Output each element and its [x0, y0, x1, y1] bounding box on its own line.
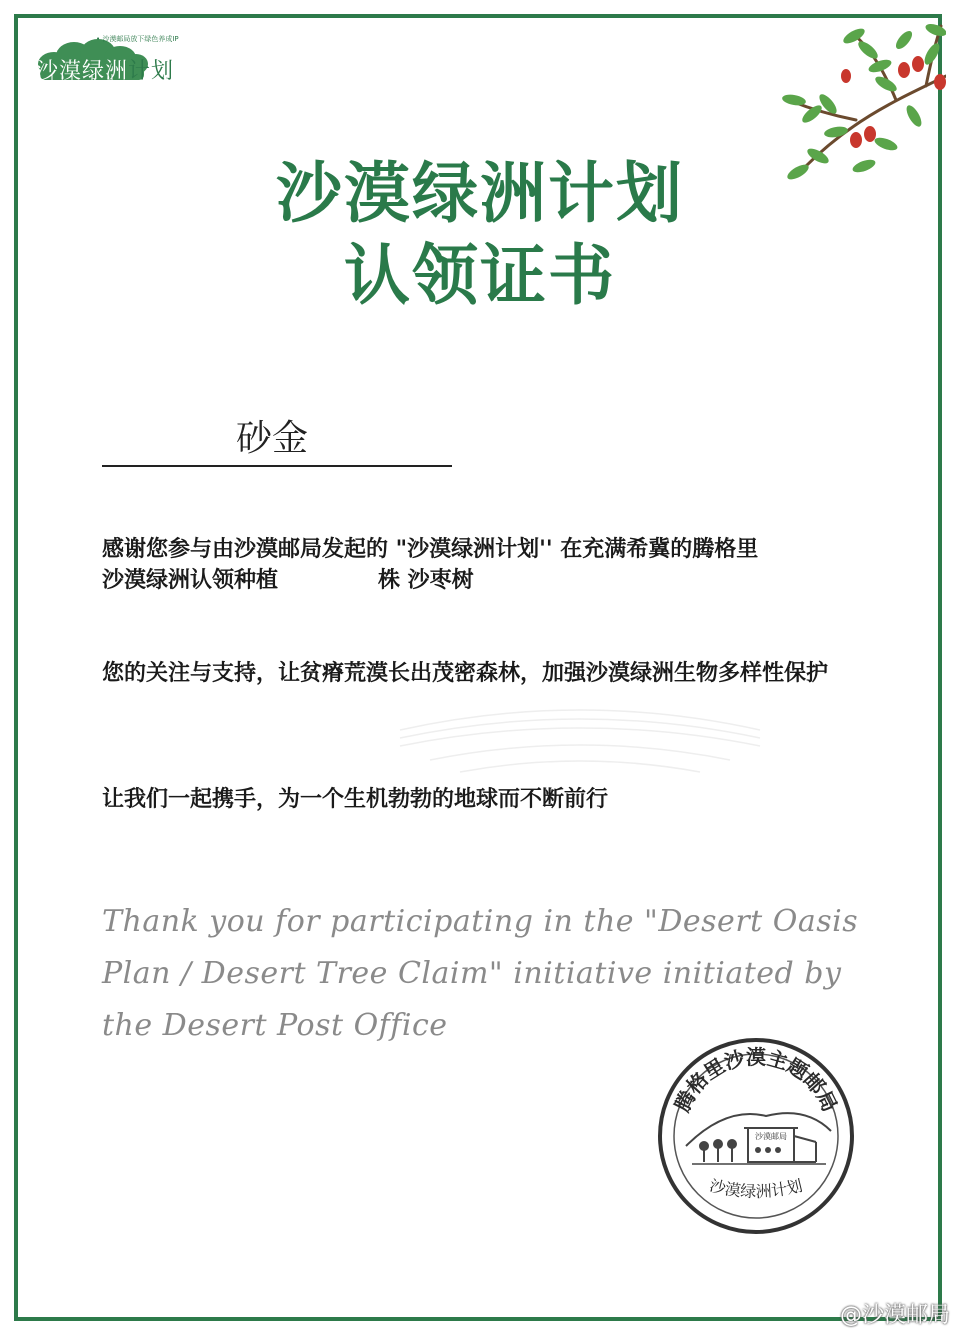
- paragraph-support: 您的关注与支持，让贫瘠荒漠长出茂密森林，加强沙漠绿洲生物多样性保护: [102, 661, 829, 686]
- logo-tagline: • 沙漠邮局放下绿色养成IP: [96, 35, 179, 43]
- english-thanks: Thank you for participating in the "Desert Oasis Plan / Desert Tree Claim" initiative initiated by the Desert Post Office: [102, 904, 859, 1043]
- paragraph-thanks: [102, 534, 892, 596]
- name-underline: [102, 465, 452, 467]
- certificate-title-line1: 沙漠绿洲计划: [276, 154, 684, 232]
- post-office-stamp: [656, 1036, 856, 1236]
- weibo-watermark: @沙漠邮局: [839, 1303, 950, 1328]
- paragraph-together: 让我们一起携手，为一个生机勃勃的地球而不断前行: [102, 787, 609, 812]
- paragraph-thanks-line1: 感谢您参与由沙漠邮局发起的 "沙漠绿洲计划'' 在充满希冀的腾格里: [102, 537, 759, 562]
- certificate-title-line2: 认领证书: [344, 236, 616, 314]
- stamp-top-text: 腾格里沙漠主题邮局: [669, 1045, 843, 1116]
- paragraph-thanks-line2-end: 株 沙枣树: [378, 568, 474, 593]
- paragraph-thanks-line2: [102, 565, 892, 596]
- recipient-name: 砂金: [236, 418, 309, 459]
- wave-watermark: [390, 690, 770, 780]
- logo-wordmark-tail: 计划: [128, 59, 175, 84]
- stamp-bottom-text: 沙漠绿洲计划: [707, 1175, 805, 1202]
- paragraph-thanks-line2-start: 沙漠绿洲认领种植: [102, 568, 279, 593]
- logo-wordmark-main: 沙漠绿洲: [36, 59, 129, 84]
- logo-wordmark: [36, 54, 174, 85]
- stamp-sign-text: 沙漠邮局: [755, 1132, 787, 1141]
